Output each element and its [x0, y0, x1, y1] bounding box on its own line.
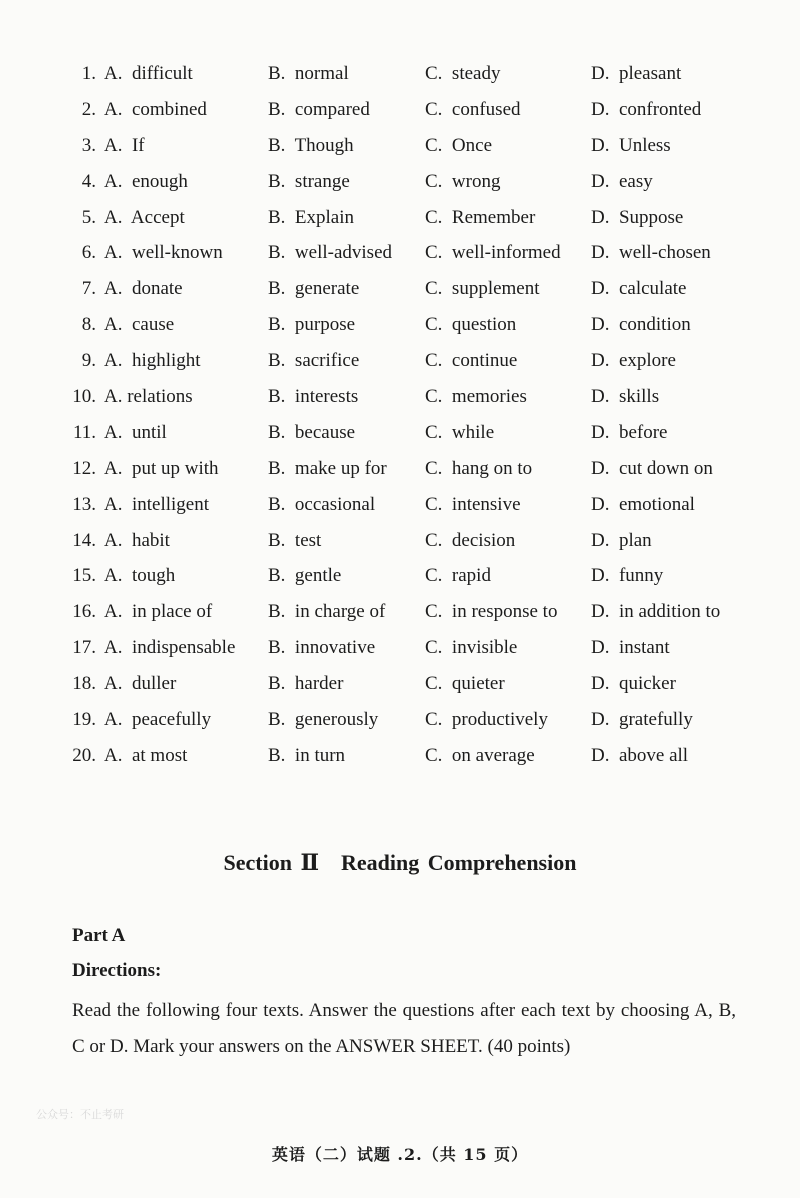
question-number: 11.: [72, 421, 96, 443]
option-d: D. pleasant: [591, 63, 682, 84]
option-a: A. habit: [104, 529, 170, 551]
question-row: [0, 523, 800, 559]
option-c: C. hang on to: [425, 457, 533, 479]
option-c: C. supplement: [425, 278, 540, 300]
question-row: [0, 235, 800, 271]
option-d: D. before: [591, 421, 668, 443]
question-number: 3.: [81, 134, 96, 156]
option-b: B. sacrifice: [268, 350, 360, 372]
question-number: 14.: [72, 529, 96, 551]
option-c: C. steady: [425, 63, 501, 84]
option-d: D. quicker: [591, 673, 676, 695]
option-d: D. above all: [591, 744, 689, 766]
question-number: 4.: [81, 170, 96, 192]
option-d: D. Suppose: [591, 206, 684, 228]
question-row: [0, 415, 800, 451]
option-d: D. Unless: [591, 134, 671, 156]
question-number: 6.: [81, 242, 96, 264]
option-b: B. generously: [268, 709, 379, 731]
question-row: [0, 451, 800, 487]
option-a: A. peacefully: [104, 709, 212, 731]
option-c: C. Remember: [425, 206, 536, 228]
option-c: C. wrong: [425, 170, 501, 192]
section-number: Section Ⅱ: [223, 850, 319, 875]
question-number: 16.: [72, 601, 96, 623]
option-c: C. well-informed: [425, 242, 561, 264]
page-footer: 英语（二）试题 .2.（共 15 页）: [271, 1145, 529, 1164]
option-a: A. at most: [104, 744, 188, 766]
option-b: B. generate: [268, 278, 360, 300]
option-b: B. purpose: [268, 314, 356, 336]
question-number: 13.: [72, 493, 96, 515]
question-number: 10.: [72, 386, 96, 408]
option-a: A. intelligent: [104, 493, 210, 515]
option-c: C. intensive: [425, 493, 521, 515]
option-d: D. condition: [591, 314, 691, 336]
question-row: [0, 164, 800, 200]
option-c: C. memories: [425, 386, 527, 408]
question-row: [0, 307, 800, 343]
option-b: B. strange: [268, 170, 350, 192]
option-a: A. highlight: [104, 350, 201, 372]
option-b: B. interests: [268, 386, 359, 408]
directions-text: Read the following four texts. Answer the questions after each text by choosing A, B, C or D. Mark your answers on the ANSWER SHEET. (40 points): [72, 1000, 736, 1057]
option-b: B. Explain: [268, 206, 355, 228]
question-number: 20.: [72, 744, 96, 766]
option-b: B. well-advised: [268, 242, 393, 264]
option-d: D. easy: [591, 170, 653, 192]
question-row: [0, 271, 800, 307]
question-row: [0, 630, 800, 666]
question-row: [0, 379, 800, 415]
option-c: C. while: [425, 421, 495, 443]
question-list: [0, 56, 800, 774]
option-b: B. harder: [268, 673, 344, 695]
option-a: A. put up with: [104, 457, 219, 479]
option-d: D. gratefully: [591, 709, 693, 731]
option-c: C. productively: [425, 709, 548, 731]
option-a: A. If: [104, 134, 145, 156]
option-b: B. occasional: [268, 493, 376, 515]
option-a: A. donate: [104, 278, 183, 300]
option-d: D. cut down on: [591, 457, 713, 479]
option-c: C. rapid: [425, 565, 491, 587]
watermark: 公众号：不止考研: [36, 1108, 124, 1121]
section-name: Reading Comprehension: [341, 850, 577, 875]
option-a: A. indispensable: [104, 637, 236, 659]
option-d: D. explore: [591, 350, 676, 372]
question-number: 9.: [81, 350, 96, 372]
directions-label: Directions:: [72, 960, 162, 981]
question-number: 2.: [81, 98, 96, 120]
option-d: D. in addition to: [591, 601, 721, 623]
question-row: [0, 738, 800, 774]
option-b: B. test: [268, 529, 322, 551]
question-number: 1.: [81, 63, 96, 84]
option-a: A. tough: [104, 565, 176, 587]
option-a: A. combined: [104, 98, 207, 120]
question-row: [0, 200, 800, 236]
question-row: [0, 702, 800, 738]
option-c: C. continue: [425, 350, 518, 372]
option-a: A. cause: [104, 314, 175, 336]
question-number: 8.: [81, 314, 96, 336]
option-c: C. in response to: [425, 601, 558, 623]
question-row: [0, 666, 800, 702]
question-row: [0, 128, 800, 164]
question-number: 5.: [81, 206, 96, 228]
question-row: [0, 487, 800, 523]
question-number: 19.: [72, 709, 96, 731]
question-number: 7.: [81, 278, 96, 300]
part-heading: Part A: [72, 925, 126, 946]
option-b: B. in charge of: [268, 601, 386, 623]
option-a: A. well-known: [104, 242, 223, 264]
question-number: 17.: [72, 637, 96, 659]
option-b: B. in turn: [268, 744, 346, 766]
option-c: C. invisible: [425, 637, 518, 659]
question-number: 12.: [72, 457, 96, 479]
option-c: C. decision: [425, 529, 516, 551]
option-a: A. relations: [104, 386, 193, 408]
option-a: A. until: [104, 421, 167, 443]
option-c: C. on average: [425, 744, 535, 766]
option-c: C. quieter: [425, 673, 505, 695]
option-b: B. make up for: [268, 457, 387, 479]
option-d: D. instant: [591, 637, 670, 659]
option-d: D. calculate: [591, 278, 687, 300]
option-d: D. well-chosen: [591, 242, 711, 264]
option-a: A. duller: [104, 673, 177, 695]
question-row: [0, 56, 800, 92]
section-title: [0, 850, 800, 876]
question-row: [0, 92, 800, 128]
question-row: [0, 594, 800, 630]
option-c: C. confused: [425, 98, 521, 120]
option-b: B. gentle: [268, 565, 342, 587]
option-d: D. confronted: [591, 98, 702, 120]
option-b: B. compared: [268, 98, 370, 120]
option-c: C. question: [425, 314, 517, 336]
option-a: A. difficult: [104, 63, 193, 84]
option-c: C. Once: [425, 134, 493, 156]
option-d: D. emotional: [591, 493, 695, 515]
option-d: D. plan: [591, 529, 652, 551]
option-b: B. normal: [268, 63, 349, 84]
question-row: [0, 343, 800, 379]
option-a: A. enough: [104, 170, 188, 192]
option-d: D. skills: [591, 386, 660, 408]
question-number: 18.: [72, 673, 96, 695]
option-b: B. innovative: [268, 637, 376, 659]
question-row: [0, 558, 800, 594]
question-number: 15.: [72, 565, 96, 587]
option-b: B. because: [268, 421, 356, 443]
option-a: A. Accept: [104, 206, 185, 228]
option-a: A. in place of: [104, 601, 213, 623]
option-b: B. Though: [268, 134, 354, 156]
option-d: D. funny: [591, 565, 664, 587]
